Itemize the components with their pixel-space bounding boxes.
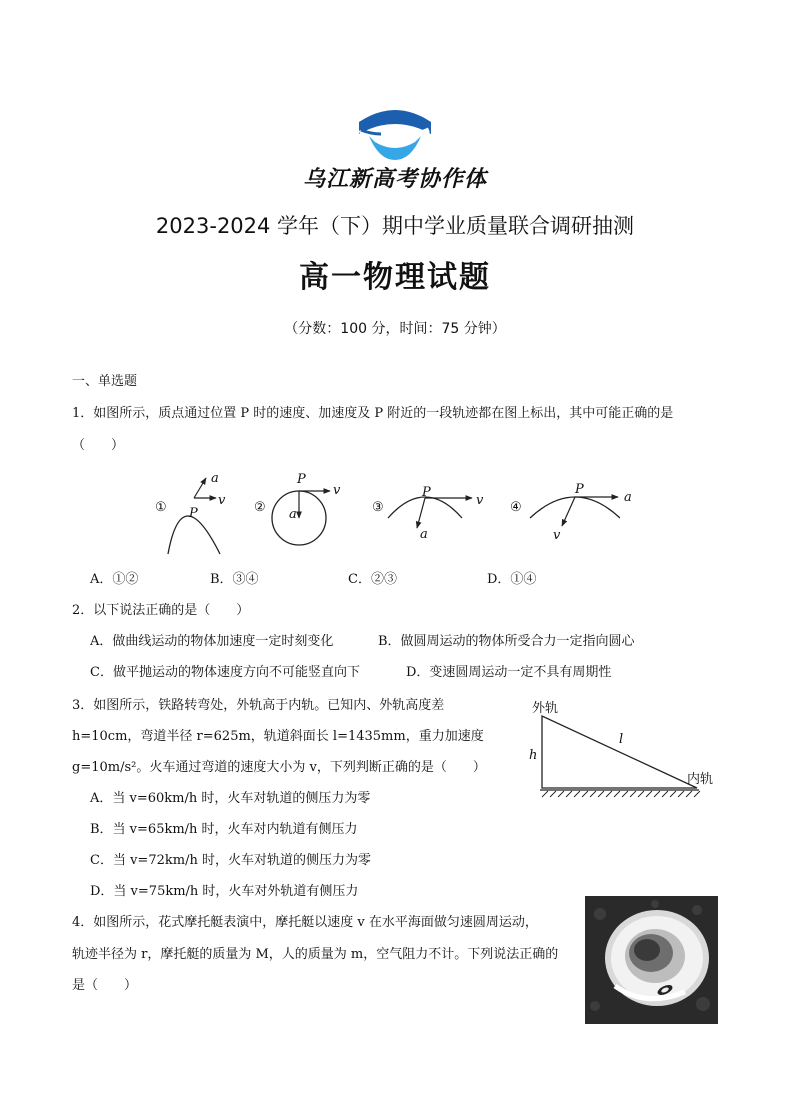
q1-option-d: D．①④ [487, 572, 537, 587]
q4-line1: 4．如图所示，花式摩托艇表演中，摩托艇以速度 v 在水平海面做匀速圆周运动， [72, 915, 538, 930]
q3-rail-diagram [535, 706, 705, 798]
q2-option-b: B．做圆周运动的物体所受合力一定指向圆心 [378, 634, 635, 649]
q3-option-b: B．当 v=65km/h 时，火车对内轨道有侧压力 [90, 822, 358, 837]
q3-line2: h=10cm，弯道半径 r=625m，轨道斜面长 l=1435mm，重力加速度 [72, 729, 484, 744]
section-heading: 一、单选题 [72, 374, 138, 389]
q3-option-c: C．当 v=72km/h 时，火车对轨道的侧压力为零 [90, 853, 371, 868]
rail-triangle [542, 716, 697, 788]
fig1-trajectory [168, 516, 220, 554]
q3-option-a: A．当 v=60km/h 时，火车对轨道的侧压力为零 [90, 791, 371, 806]
fig1-accel-arrow [194, 478, 206, 498]
q2-stem: 2．以下说法正确的是（ ） [72, 603, 250, 618]
fig4-velocity-arrow [562, 497, 575, 526]
fig3-P: P [422, 485, 431, 500]
fig4-a: a [624, 490, 632, 505]
fig3-accel-arrow [417, 498, 425, 528]
q1-figures [160, 468, 620, 560]
fig2-a: a [289, 507, 297, 522]
q3-label-l: l [619, 732, 624, 747]
fig2-P: P [297, 472, 306, 487]
q2-option-c: C．做平抛运动的物体速度方向不可能竖直向下 [90, 665, 360, 680]
q1-fig-label-2: ② [254, 500, 266, 515]
q1-fig-label-1: ① [155, 500, 167, 515]
q2-option-d: D．变速圆周运动一定不具有周期性 [406, 665, 612, 680]
fig3-a: a [420, 527, 428, 542]
q1-option-c: C．②③ [348, 572, 397, 587]
exam-meta: （分数：100 分，时间：75 分钟） [284, 321, 506, 337]
q3-label-outer-rail: 外轨 [532, 701, 559, 716]
q1-fig-label-3: ③ [372, 500, 384, 515]
fig1-a: a [211, 471, 219, 486]
q1-stem: 1．如图所示，质点通过位置 P 时的速度、加速度及 P 附近的一段轨迹都在图上标出，其中可能正确的是 [72, 406, 674, 421]
logo-emblem [355, 104, 435, 164]
q4-motorboat-photo [585, 896, 718, 1024]
q1-option-a: A．①② [90, 572, 139, 587]
q3-label-h: h [529, 748, 538, 763]
fig4-v: v [553, 528, 561, 543]
q1-fig-label-4: ④ [510, 500, 522, 515]
ground-hatching [542, 791, 700, 797]
q4-line3: 是（ ） [72, 978, 138, 993]
q3-label-inner-rail: 内轨 [687, 772, 714, 787]
q3-line3: g=10m/s²。火车通过弯道的速度大小为 v，下列判断正确的是（ ） [72, 760, 486, 775]
q1-bracket: （ ） [72, 438, 125, 453]
q3-line1: 3．如图所示，铁路转弯处，外轨高于内轨。已知内、外轨高度差 [72, 698, 445, 713]
fig1-v: v [218, 493, 226, 508]
exam-title: 高一物理试题 [299, 260, 491, 295]
q2-option-a: A．做曲线运动的物体加速度一定时刻变化 [90, 634, 334, 649]
q4-line2: 轨迹半径为 r，摩托艇的质量为 M，人的质量为 m，空气阻力不计。下列说法正确的 [72, 947, 559, 962]
fig3-v: v [476, 493, 484, 508]
logo-text: 乌江新高考协作体 [302, 167, 487, 192]
fig4-P: P [575, 482, 584, 497]
fig2-v: v [333, 483, 341, 498]
q3-option-d: D．当 v=75km/h 时，火车对外轨道有侧压力 [90, 884, 359, 899]
exam-subtitle: 2023-2024 学年（下）期中学业质量联合调研抽测 [155, 214, 635, 238]
fig1-P: P [189, 506, 198, 521]
fig4-trajectory [530, 497, 620, 518]
q1-option-b: B．③④ [210, 572, 259, 587]
